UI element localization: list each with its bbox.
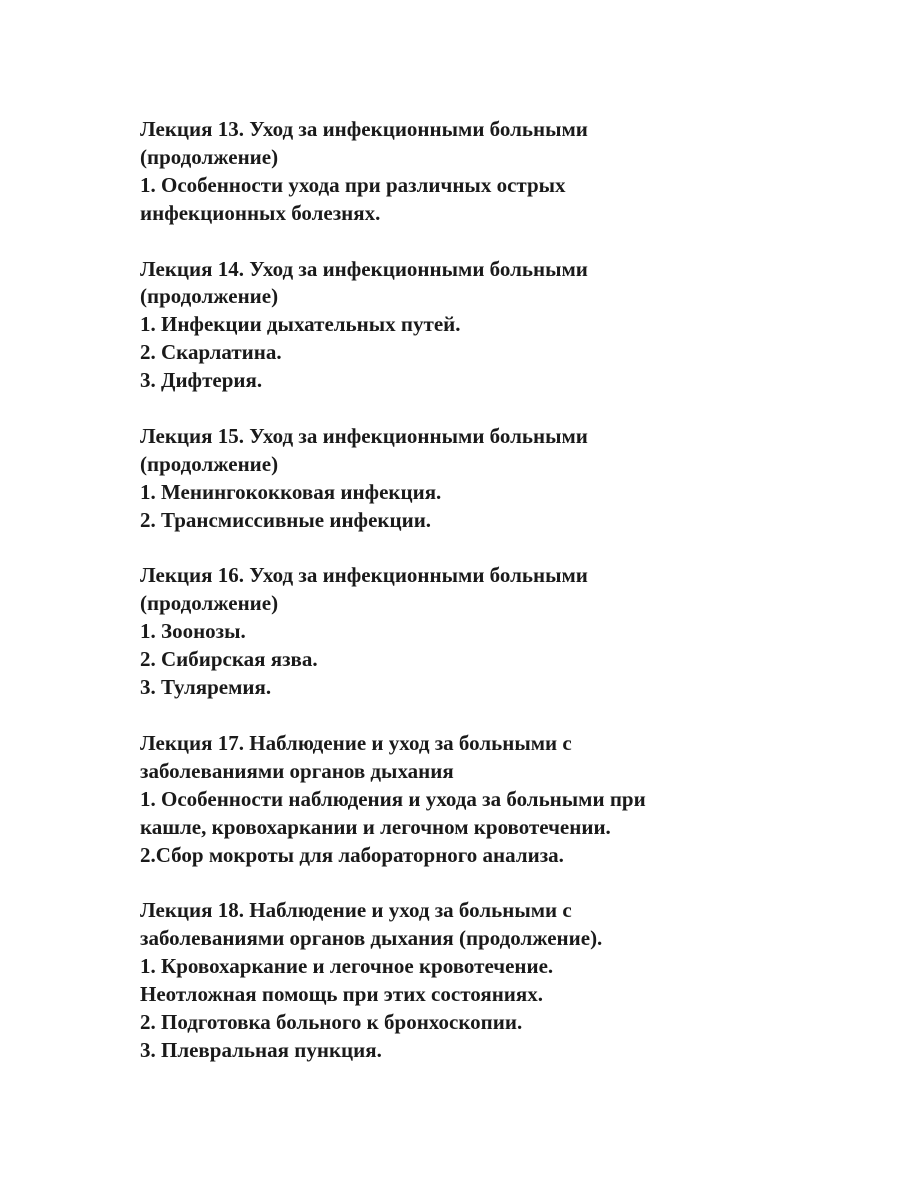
lecture-item-line: 1. Особенности наблюдения и ухода за больными при bbox=[140, 786, 646, 811]
lecture-title-line: Лекция 17. Наблюдение и уход за больными с bbox=[140, 730, 572, 755]
lecture-block bbox=[140, 116, 840, 228]
lecture-item-line: 3. Плевральная пункция. bbox=[140, 1037, 382, 1062]
lecture-block bbox=[140, 897, 840, 1064]
lecture-item-line: 2. Скарлатина. bbox=[140, 340, 282, 365]
lecture-title-line: Лекция 18. Наблюдение и уход за больными с bbox=[140, 898, 572, 923]
lecture-item-line: Неотложная помощь при этих состояниях. bbox=[140, 982, 543, 1007]
lecture-title-line: Лекция 16. Уход за инфекционными больными bbox=[140, 563, 588, 588]
lecture-item-line: инфекционных болезнях. bbox=[140, 200, 381, 225]
lecture-item-line: 3. Туляремия. bbox=[140, 675, 272, 700]
lecture-title-line: (продолжение) bbox=[140, 451, 279, 476]
lecture-title-line: Лекция 13. Уход за инфекционными больными bbox=[140, 117, 588, 141]
lecture-title-line: (продолжение) bbox=[140, 591, 279, 616]
lecture-item-line: кашле, кровохаркании и легочном кровотечении. bbox=[140, 814, 611, 839]
lecture-item-line: 2. Трансмиссивные инфекции. bbox=[140, 507, 432, 532]
lecture-block bbox=[140, 256, 840, 396]
lecture-title-line: (продолжение) bbox=[140, 144, 279, 169]
lecture-title-line: (продолжение) bbox=[140, 284, 279, 309]
lecture-item-line: 1. Инфекции дыхательных путей. bbox=[140, 312, 461, 337]
lecture-block bbox=[140, 562, 840, 702]
lecture-title-line: заболеваниями органов дыхания (продолжение). bbox=[140, 926, 603, 951]
document-page bbox=[140, 116, 840, 1093]
lecture-item-line: 1. Кровохаркание и легочное кровотечение. bbox=[140, 954, 554, 979]
lecture-item-line: 1. Особенности ухода при различных острых bbox=[140, 172, 566, 197]
lecture-item-line: 2.Сбор мокроты для лабораторного анализа. bbox=[140, 842, 564, 867]
lecture-item-line: 2. Подготовка больного к бронхоскопии. bbox=[140, 1009, 523, 1034]
lecture-item-line: 1. Зоонозы. bbox=[140, 619, 246, 644]
lecture-item-line: 1. Менингококковая инфекция. bbox=[140, 479, 442, 504]
lecture-title-line: заболеваниями органов дыхания bbox=[140, 758, 454, 783]
lecture-item-line: 3. Дифтерия. bbox=[140, 368, 263, 393]
lecture-block bbox=[140, 423, 840, 535]
lecture-item-line: 2. Сибирская язва. bbox=[140, 647, 318, 672]
lecture-block bbox=[140, 730, 840, 870]
lecture-title-line: Лекция 15. Уход за инфекционными больными bbox=[140, 423, 588, 448]
lecture-title-line: Лекция 14. Уход за инфекционными больными bbox=[140, 256, 588, 281]
